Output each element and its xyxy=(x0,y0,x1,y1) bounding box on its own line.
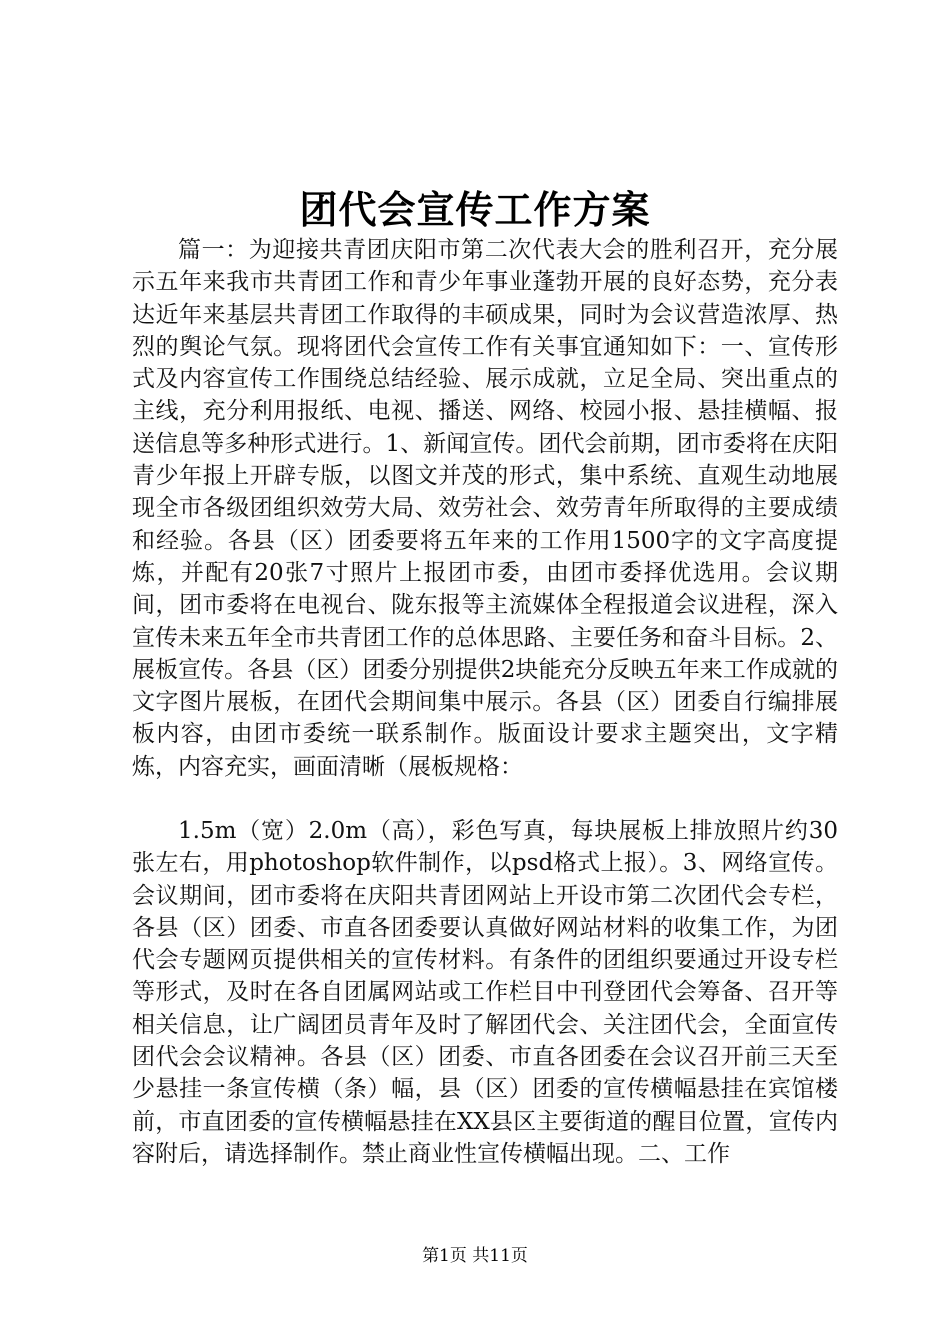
document-title: 团代会宣传工作方案 xyxy=(299,187,651,232)
page-footer: 第1页 共11页 xyxy=(422,1246,528,1266)
body-paragraph-1: 篇一：为迎接共青团庆阳市第二次代表大会的胜利召开，充分展示五年来我市共青团工作和青少年事业蓬勃开展的良好态势，充分表达近年来基层共青团工作取得的丰硕成果，同时为会议营造浓厚、热烈的舆论气氛。现将团代会宣传工作有关事宜通知如下：一、宣传形式及内容宣传工作围绕总结经验、展示成就，立足全局、突出重点的主线，充分利用报纸、电视、播送、网络、校园小报、悬挂横幅、报送信息等多种形式进行。1、新闻宣传。团代会前期，团市委将在庆阳青少年报上开辟专版，以图文并茂的形式，集中系统、直观生动地展现全市各级团组织效劳大局、效劳社会、效劳青年所取得的主要成绩和经验。各县（区）团委要将五年来的工作用1500字的文字高度提炼，并配有20张7寸照片上报团市委，由团市委择优选用。会议期间，团市委将在电视台、陇东报等主流媒体全程报道会议进程，深入宣传未来五年全市共青团工作的总体思路、主要任务和奋斗目标。2、展板宣传。各县（区）团委分别提供2块能充分反映五年来工作成就的文字图片展板，在团代会期间集中展示。各县（区）团委自行编排展板内容，由团市委统一联系制作。版面设计要求主题突出，文字精炼，内容充实，画面清晰（展板规格： xyxy=(132,237,838,780)
body-paragraph-2: 1.5m（宽）2.0m（高），彩色写真，每块展板上排放照片约30张左右，用photoshop软件制作，以psd格式上报）。3、网络宣传。会议期间，团市委将在庆阳共青团网站上开设市第二次团代会专栏，各县（区）团委、市直各团委要认真做好网站材料的收集工作，为团代会专题网页提供相关的宣传材料。有条件的团组织要通过开设专栏等形式，及时在各自团属网站或工作栏目中刊登团代会筹备、召开等相关信息，让广阔团员青年及时了解团代会、关注团代会，全面宣传团代会会议精神。各县（区）团委、市直各团委在会议召开前三天至少悬挂一条宣传横（条）幅，县（区）团委的宣传横幅悬挂在宾馆楼前，市直团委的宣传横幅悬挂在XX县区主要街道的醒目位置，宣传内容附后，请选择制作。禁止商业性宣传横幅出现。二、工作 xyxy=(132,818,838,1167)
